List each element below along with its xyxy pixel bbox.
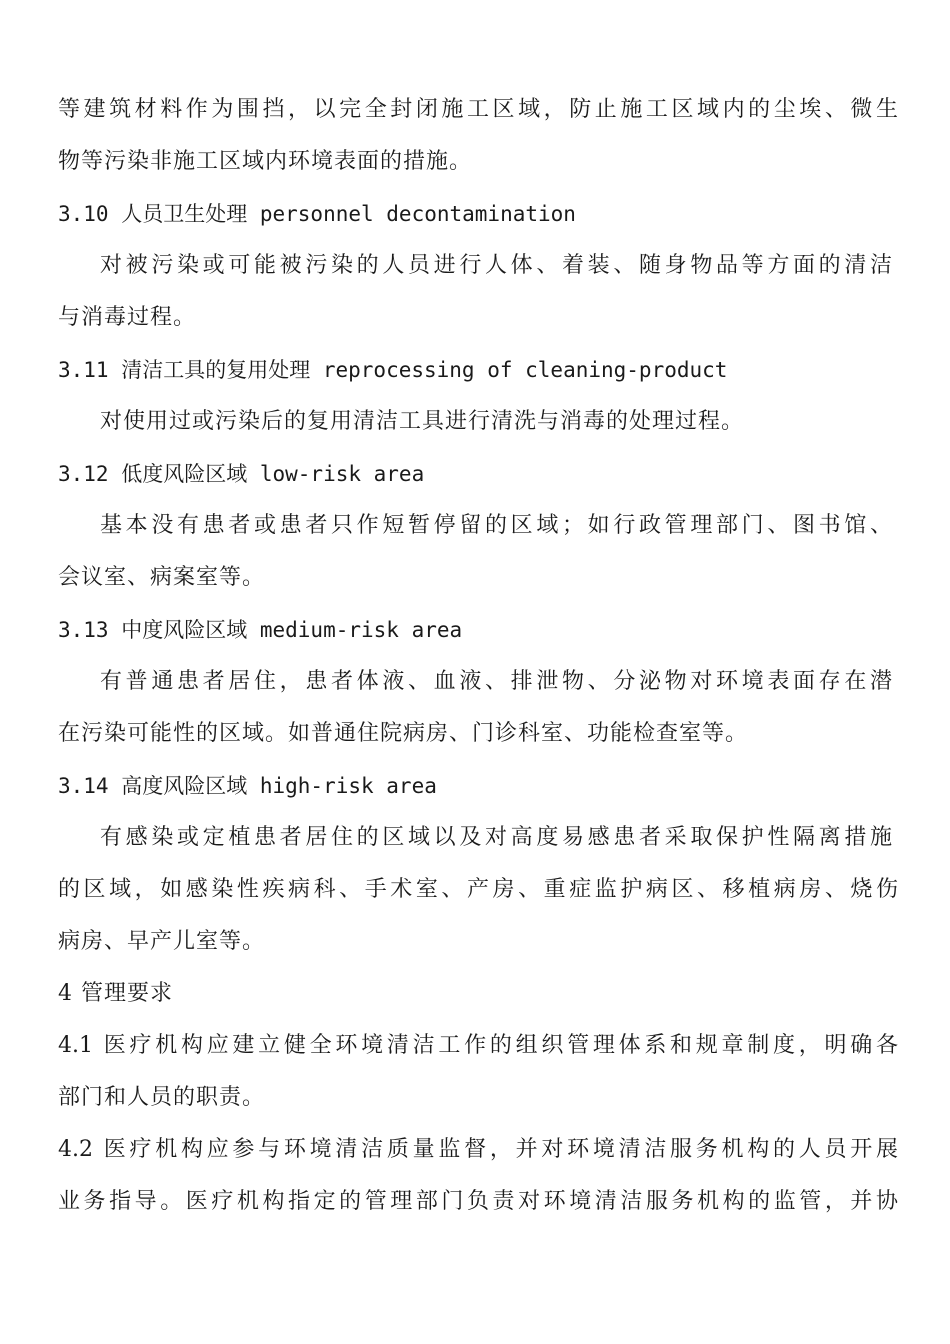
text-line: 4.1 医疗机构应建立健全环境清洁工作的组织管理体系和规章制度，明确各 [58, 1033, 898, 1058]
text-line: 业务指导。医疗机构指定的管理部门负责对环境清洁服务机构的监管，并协 [58, 1189, 898, 1214]
text-line: 会议室、病案室等。 [58, 565, 266, 590]
text-line: 4.2 医疗机构应参与环境清洁质量监督，并对环境清洁服务机构的人员开展 [58, 1137, 898, 1162]
text-line: 病房、早产儿室等。 [58, 929, 266, 954]
section-heading-4: 4 管理要求 [58, 981, 173, 1006]
text-line: 与消毒过程。 [58, 305, 197, 330]
text-line: 对使用过或污染后的复用清洁工具进行清洗与消毒的处理过程。 [100, 409, 745, 434]
text-line: 对被污染或可能被污染的人员进行人体、着装、随身物品等方面的清洁 [100, 253, 892, 278]
section-heading-3-13: 3.13 中度风险区域 medium-risk area [58, 618, 463, 642]
section-heading-3-12: 3.12 低度风险区域 low-risk area [58, 462, 425, 486]
section-heading-3-10: 3.10 人员卫生处理 personnel decontamination [58, 202, 576, 226]
section-heading-3-14: 3.14 高度风险区域 high-risk area [58, 774, 437, 798]
text-line: 基本没有患者或患者只作短暂停留的区域；如行政管理部门、图书馆、 [100, 513, 892, 538]
text-line: 部门和人员的职责。 [58, 1085, 266, 1110]
text-line: 有感染或定植患者居住的区域以及对高度易感患者采取保护性隔离措施 [100, 825, 892, 850]
text-line: 在污染可能性的区域。如普通住院病房、门诊科室、功能检查室等。 [58, 721, 749, 746]
text-line: 的区域，如感染性疾病科、手术室、产房、重症监护病区、移植病房、烧伤 [58, 877, 898, 902]
section-heading-3-11: 3.11 清洁工具的复用处理 reprocessing of cleaning-product [58, 358, 728, 382]
text-line: 物等污染非施工区域内环境表面的措施。 [58, 149, 473, 174]
text-line: 有普通患者居住，患者体液、血液、排泄物、分泌物对环境表面存在潜 [100, 669, 892, 694]
text-line: 等建筑材料作为围挡，以完全封闭施工区域，防止施工区域内的尘埃、微生 [58, 97, 898, 122]
